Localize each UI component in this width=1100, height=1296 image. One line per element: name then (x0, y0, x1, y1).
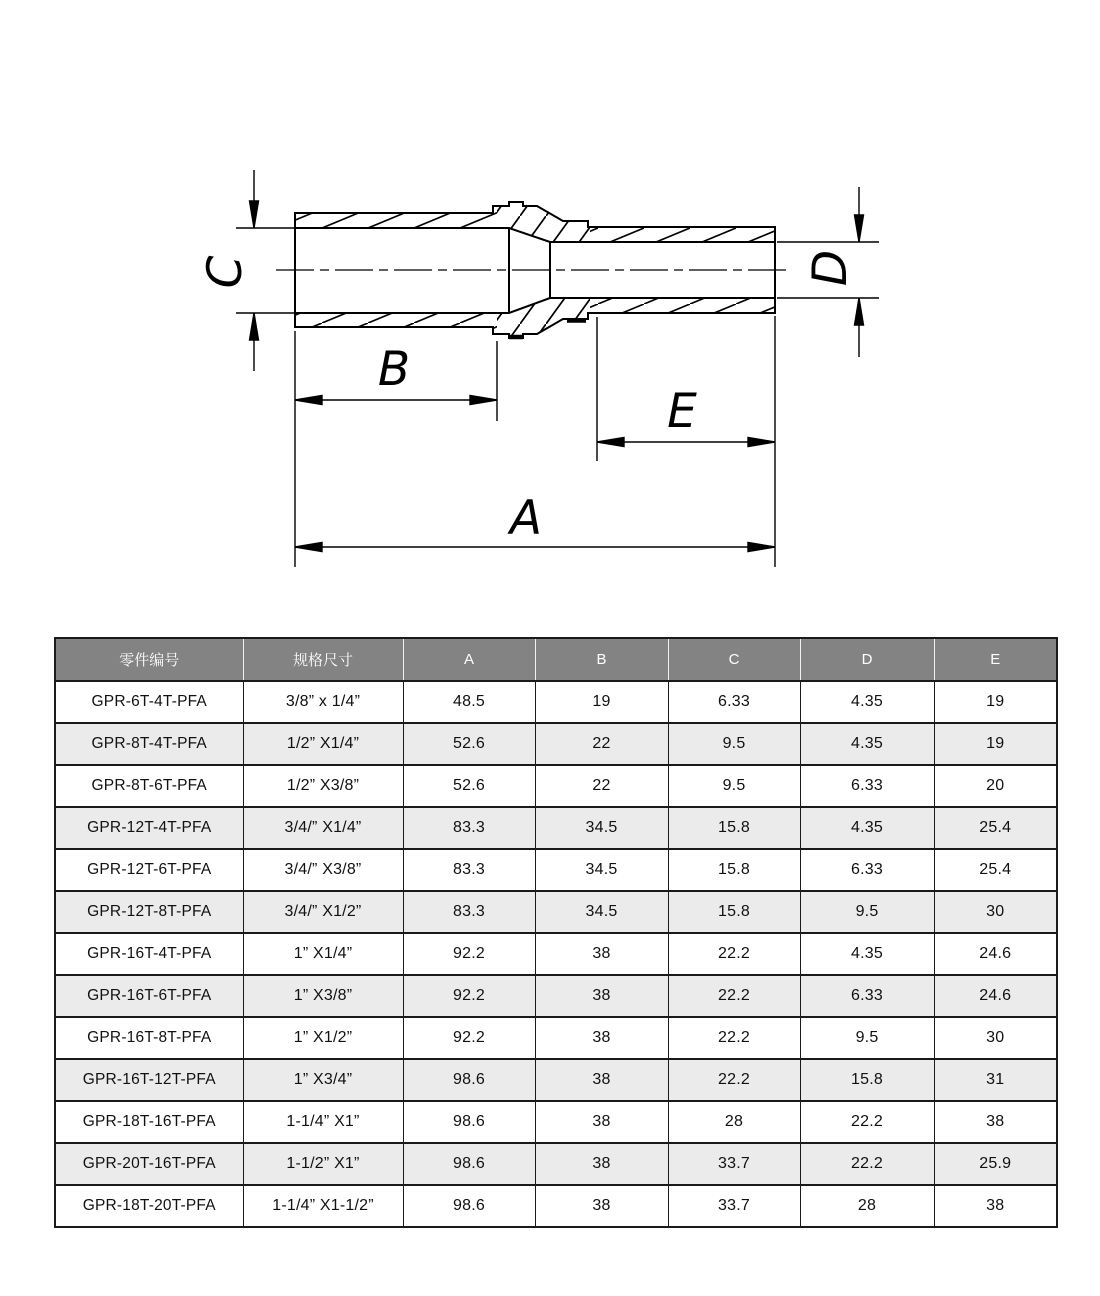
dim-e-cell: 24.6 (934, 933, 1057, 975)
dim-b-cell: 38 (535, 1017, 668, 1059)
table-row (55, 1185, 1057, 1227)
col-header-e: E (934, 638, 1057, 681)
dim-e-cell: 20 (934, 765, 1057, 807)
dim-d-cell: 28 (800, 1185, 934, 1227)
part-number-cell: GPR-16T-6T-PFA (55, 975, 243, 1017)
dim-a-cell: 98.6 (403, 1101, 535, 1143)
spec-size-cell: 3/4/” X3/8” (243, 849, 403, 891)
dim-d-cell: 22.2 (800, 1101, 934, 1143)
dim-e (597, 317, 775, 461)
col-header-spec-size: 规格尺寸 (243, 638, 403, 681)
dim-a-cell: 83.3 (403, 807, 535, 849)
part-number-cell: GPR-8T-6T-PFA (55, 765, 243, 807)
dim-b (295, 341, 497, 421)
dim-c-cell: 15.8 (668, 891, 800, 933)
table-row (55, 849, 1057, 891)
dim-b-cell: 34.5 (535, 891, 668, 933)
arrow-c-top (250, 201, 259, 228)
dim-e-cell: 25.4 (934, 849, 1057, 891)
arrow-e-right (748, 438, 775, 447)
dim-c-cell: 33.7 (668, 1185, 800, 1227)
dim-e-cell: 38 (934, 1185, 1057, 1227)
dim-b-cell: 38 (535, 1143, 668, 1185)
spec-size-cell: 1/2” X3/8” (243, 765, 403, 807)
spec-table-header (55, 638, 1057, 681)
table-row (55, 975, 1057, 1017)
arrow-d-bottom (855, 298, 864, 325)
dim-c-cell: 22.2 (668, 975, 800, 1017)
table-row (55, 723, 1057, 765)
arrow-a-left (295, 543, 322, 552)
dim-e-cell: 25.4 (934, 807, 1057, 849)
dim-b-cell: 38 (535, 1185, 668, 1227)
table-row (55, 1017, 1057, 1059)
dim-b-cell: 38 (535, 1101, 668, 1143)
dim-e-cell: 25.9 (934, 1143, 1057, 1185)
dim-c-cell: 6.33 (668, 681, 800, 723)
part-number-cell: GPR-16T-8T-PFA (55, 1017, 243, 1059)
spec-size-cell: 1” X1/4” (243, 933, 403, 975)
part-number-cell: GPR-12T-4T-PFA (55, 807, 243, 849)
dim-b-cell: 19 (535, 681, 668, 723)
spec-size-cell: 3/4/” X1/2” (243, 891, 403, 933)
spec-size-cell: 1-1/4” X1” (243, 1101, 403, 1143)
col-header-d: D (800, 638, 934, 681)
dim-b-cell: 34.5 (535, 807, 668, 849)
dim-e-cell: 30 (934, 1017, 1057, 1059)
dim-c-cell: 28 (668, 1101, 800, 1143)
dim-e-label: E (667, 384, 697, 439)
table-row (55, 891, 1057, 933)
dim-d-cell: 6.33 (800, 765, 934, 807)
dim-e-cell: 38 (934, 1101, 1057, 1143)
dim-d-cell: 6.33 (800, 975, 934, 1017)
spec-size-cell: 1” X3/4” (243, 1059, 403, 1101)
dim-a-cell: 92.2 (403, 933, 535, 975)
dim-a-cell: 92.2 (403, 975, 535, 1017)
dim-d-cell: 4.35 (800, 681, 934, 723)
dim-b-cell: 34.5 (535, 849, 668, 891)
part-number-cell: GPR-12T-6T-PFA (55, 849, 243, 891)
dim-d-cell: 6.33 (800, 849, 934, 891)
arrow-e-left (597, 438, 624, 447)
dim-a-cell: 83.3 (403, 891, 535, 933)
dim-c-cell: 22.2 (668, 1059, 800, 1101)
arrow-c-bottom (250, 313, 259, 340)
header-row (55, 638, 1057, 681)
dim-e-cell: 24.6 (934, 975, 1057, 1017)
part-number-cell: GPR-20T-16T-PFA (55, 1143, 243, 1185)
dim-b-label: B (377, 342, 411, 397)
technical-drawing (0, 0, 1100, 625)
table-row (55, 681, 1057, 723)
part-number-cell: GPR-12T-8T-PFA (55, 891, 243, 933)
reducer-fitting-drawing (0, 0, 1100, 625)
dim-d-cell: 9.5 (800, 1017, 934, 1059)
col-header-a: A (403, 638, 535, 681)
dim-d-label: D (803, 249, 858, 287)
dim-b-cell: 22 (535, 723, 668, 765)
dim-c-cell: 15.8 (668, 849, 800, 891)
spec-size-cell: 1/2” X1/4” (243, 723, 403, 765)
dim-b-cell: 38 (535, 933, 668, 975)
col-header-part-number: 零件编号 (55, 638, 243, 681)
table-row (55, 933, 1057, 975)
table-row (55, 765, 1057, 807)
dim-c-cell: 9.5 (668, 765, 800, 807)
dim-a-cell: 48.5 (403, 681, 535, 723)
dim-a-cell: 52.6 (403, 723, 535, 765)
dim-d-cell: 4.35 (800, 723, 934, 765)
dim-a-cell: 83.3 (403, 849, 535, 891)
table-row (55, 1101, 1057, 1143)
dim-b-cell: 38 (535, 975, 668, 1017)
table-row (55, 1143, 1057, 1185)
dim-d-cell: 22.2 (800, 1143, 934, 1185)
dim-e-cell: 30 (934, 891, 1057, 933)
spec-size-cell: 1-1/2” X1” (243, 1143, 403, 1185)
dim-a-cell: 98.6 (403, 1185, 535, 1227)
dim-a-cell: 92.2 (403, 1017, 535, 1059)
dim-a-label: A (509, 491, 543, 546)
arrow-d-top (855, 215, 864, 242)
dim-d (777, 187, 879, 357)
spec-table (54, 637, 1058, 1228)
arrow-b-right (470, 396, 497, 405)
dim-d-cell: 4.35 (800, 933, 934, 975)
col-header-b: B (535, 638, 668, 681)
dim-d-cell: 15.8 (800, 1059, 934, 1101)
spec-size-cell: 1” X1/2” (243, 1017, 403, 1059)
part-number-cell: GPR-8T-4T-PFA (55, 723, 243, 765)
dim-c-cell: 33.7 (668, 1143, 800, 1185)
col-header-c: C (668, 638, 800, 681)
part-number-cell: GPR-18T-20T-PFA (55, 1185, 243, 1227)
dim-d-cell: 4.35 (800, 807, 934, 849)
dim-c-cell: 22.2 (668, 1017, 800, 1059)
spec-size-cell: 3/4/” X1/4” (243, 807, 403, 849)
part-number-cell: GPR-16T-12T-PFA (55, 1059, 243, 1101)
spec-size-cell: 1” X3/8” (243, 975, 403, 1017)
part-number-cell: GPR-16T-4T-PFA (55, 933, 243, 975)
arrow-b-left (295, 396, 322, 405)
part-number-cell: GPR-6T-4T-PFA (55, 681, 243, 723)
spec-size-cell: 1-1/4” X1-1/2” (243, 1185, 403, 1227)
arrow-a-right (748, 543, 775, 552)
dim-a-cell: 52.6 (403, 765, 535, 807)
dim-c-cell: 22.2 (668, 933, 800, 975)
dim-c-cell: 15.8 (668, 807, 800, 849)
table-row (55, 807, 1057, 849)
spec-size-cell: 3/8” x 1/4” (243, 681, 403, 723)
table-row (55, 1059, 1057, 1101)
dim-b-cell: 38 (535, 1059, 668, 1101)
spec-table-body (55, 681, 1057, 1227)
dim-d-cell: 9.5 (800, 891, 934, 933)
dim-e-cell: 19 (934, 681, 1057, 723)
dim-a-cell: 98.6 (403, 1143, 535, 1185)
part-number-cell: GPR-18T-16T-PFA (55, 1101, 243, 1143)
dim-c-cell: 9.5 (668, 723, 800, 765)
dim-e-cell: 31 (934, 1059, 1057, 1101)
dim-a-cell: 98.6 (403, 1059, 535, 1101)
dim-b-cell: 22 (535, 765, 668, 807)
dim-e-cell: 19 (934, 723, 1057, 765)
dim-c-label: C (198, 255, 253, 289)
